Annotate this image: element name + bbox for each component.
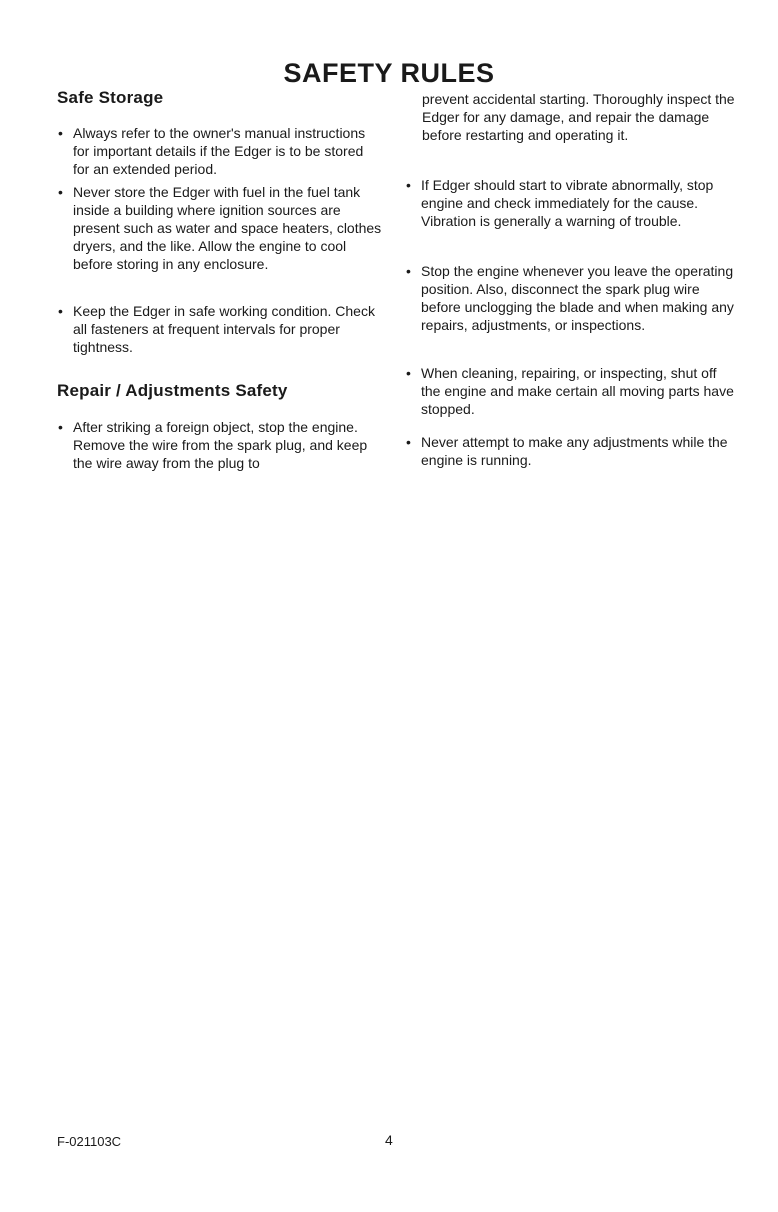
list-item: • When cleaning, repairing, or inspecting, shut off the engine and make certain all moving parts have stopped. bbox=[406, 365, 734, 417]
bullet-icon: • bbox=[406, 365, 411, 381]
list-item: • If Edger should start to vibrate abnormally, stop engine and check immediately for the cause. Vibration is generally a warning of trouble. bbox=[406, 177, 714, 229]
page-title: SAFETY RULES bbox=[283, 58, 495, 88]
page-number: 4 bbox=[385, 1132, 393, 1148]
list-item: • Keep the Edger in safe working condition. Check all fasteners at frequent intervals for proper tightness. bbox=[58, 303, 375, 355]
safe-storage-heading: Safe Storage bbox=[57, 88, 164, 107]
list-item: • Stop the engine whenever you leave the operating position. Also, disconnect the spark plug wire before unclogging the blade and when making any repairs, adjustments, or inspections. bbox=[406, 263, 734, 333]
bullet-icon: • bbox=[58, 125, 63, 141]
bullet-icon: • bbox=[406, 263, 411, 279]
repair-adjustments-heading: Repair / Adjustments Safety bbox=[57, 381, 288, 400]
bullet-icon: • bbox=[406, 434, 411, 450]
list-item: • Always refer to the owner's manual instructions for important details if the Edger is to be stored for an extended period. bbox=[58, 125, 366, 177]
document-code: F-021103C bbox=[57, 1134, 122, 1149]
bullet-icon: • bbox=[58, 184, 63, 200]
list-item: • After striking a foreign object, stop the engine. Remove the wire from the spark plug, and keep the wire away from the plug to bbox=[58, 419, 368, 471]
bullet-icon: • bbox=[58, 419, 63, 435]
list-item: • Never store the Edger with fuel in the fuel tank inside a building where ignition sources are present such as water and space heaters, clothes dryers, and the like. Allow the engine to cool before storing in any enclosure. bbox=[58, 184, 382, 272]
bullet-icon: • bbox=[406, 177, 411, 193]
bullet-icon: • bbox=[58, 303, 63, 319]
list-item: • Never attempt to make any adjustments while the engine is running. bbox=[406, 434, 728, 468]
continued-text: prevent accidental starting. Thoroughly inspect the Edger for any damage, and repair the damage before restarting and operating it. bbox=[422, 91, 735, 143]
